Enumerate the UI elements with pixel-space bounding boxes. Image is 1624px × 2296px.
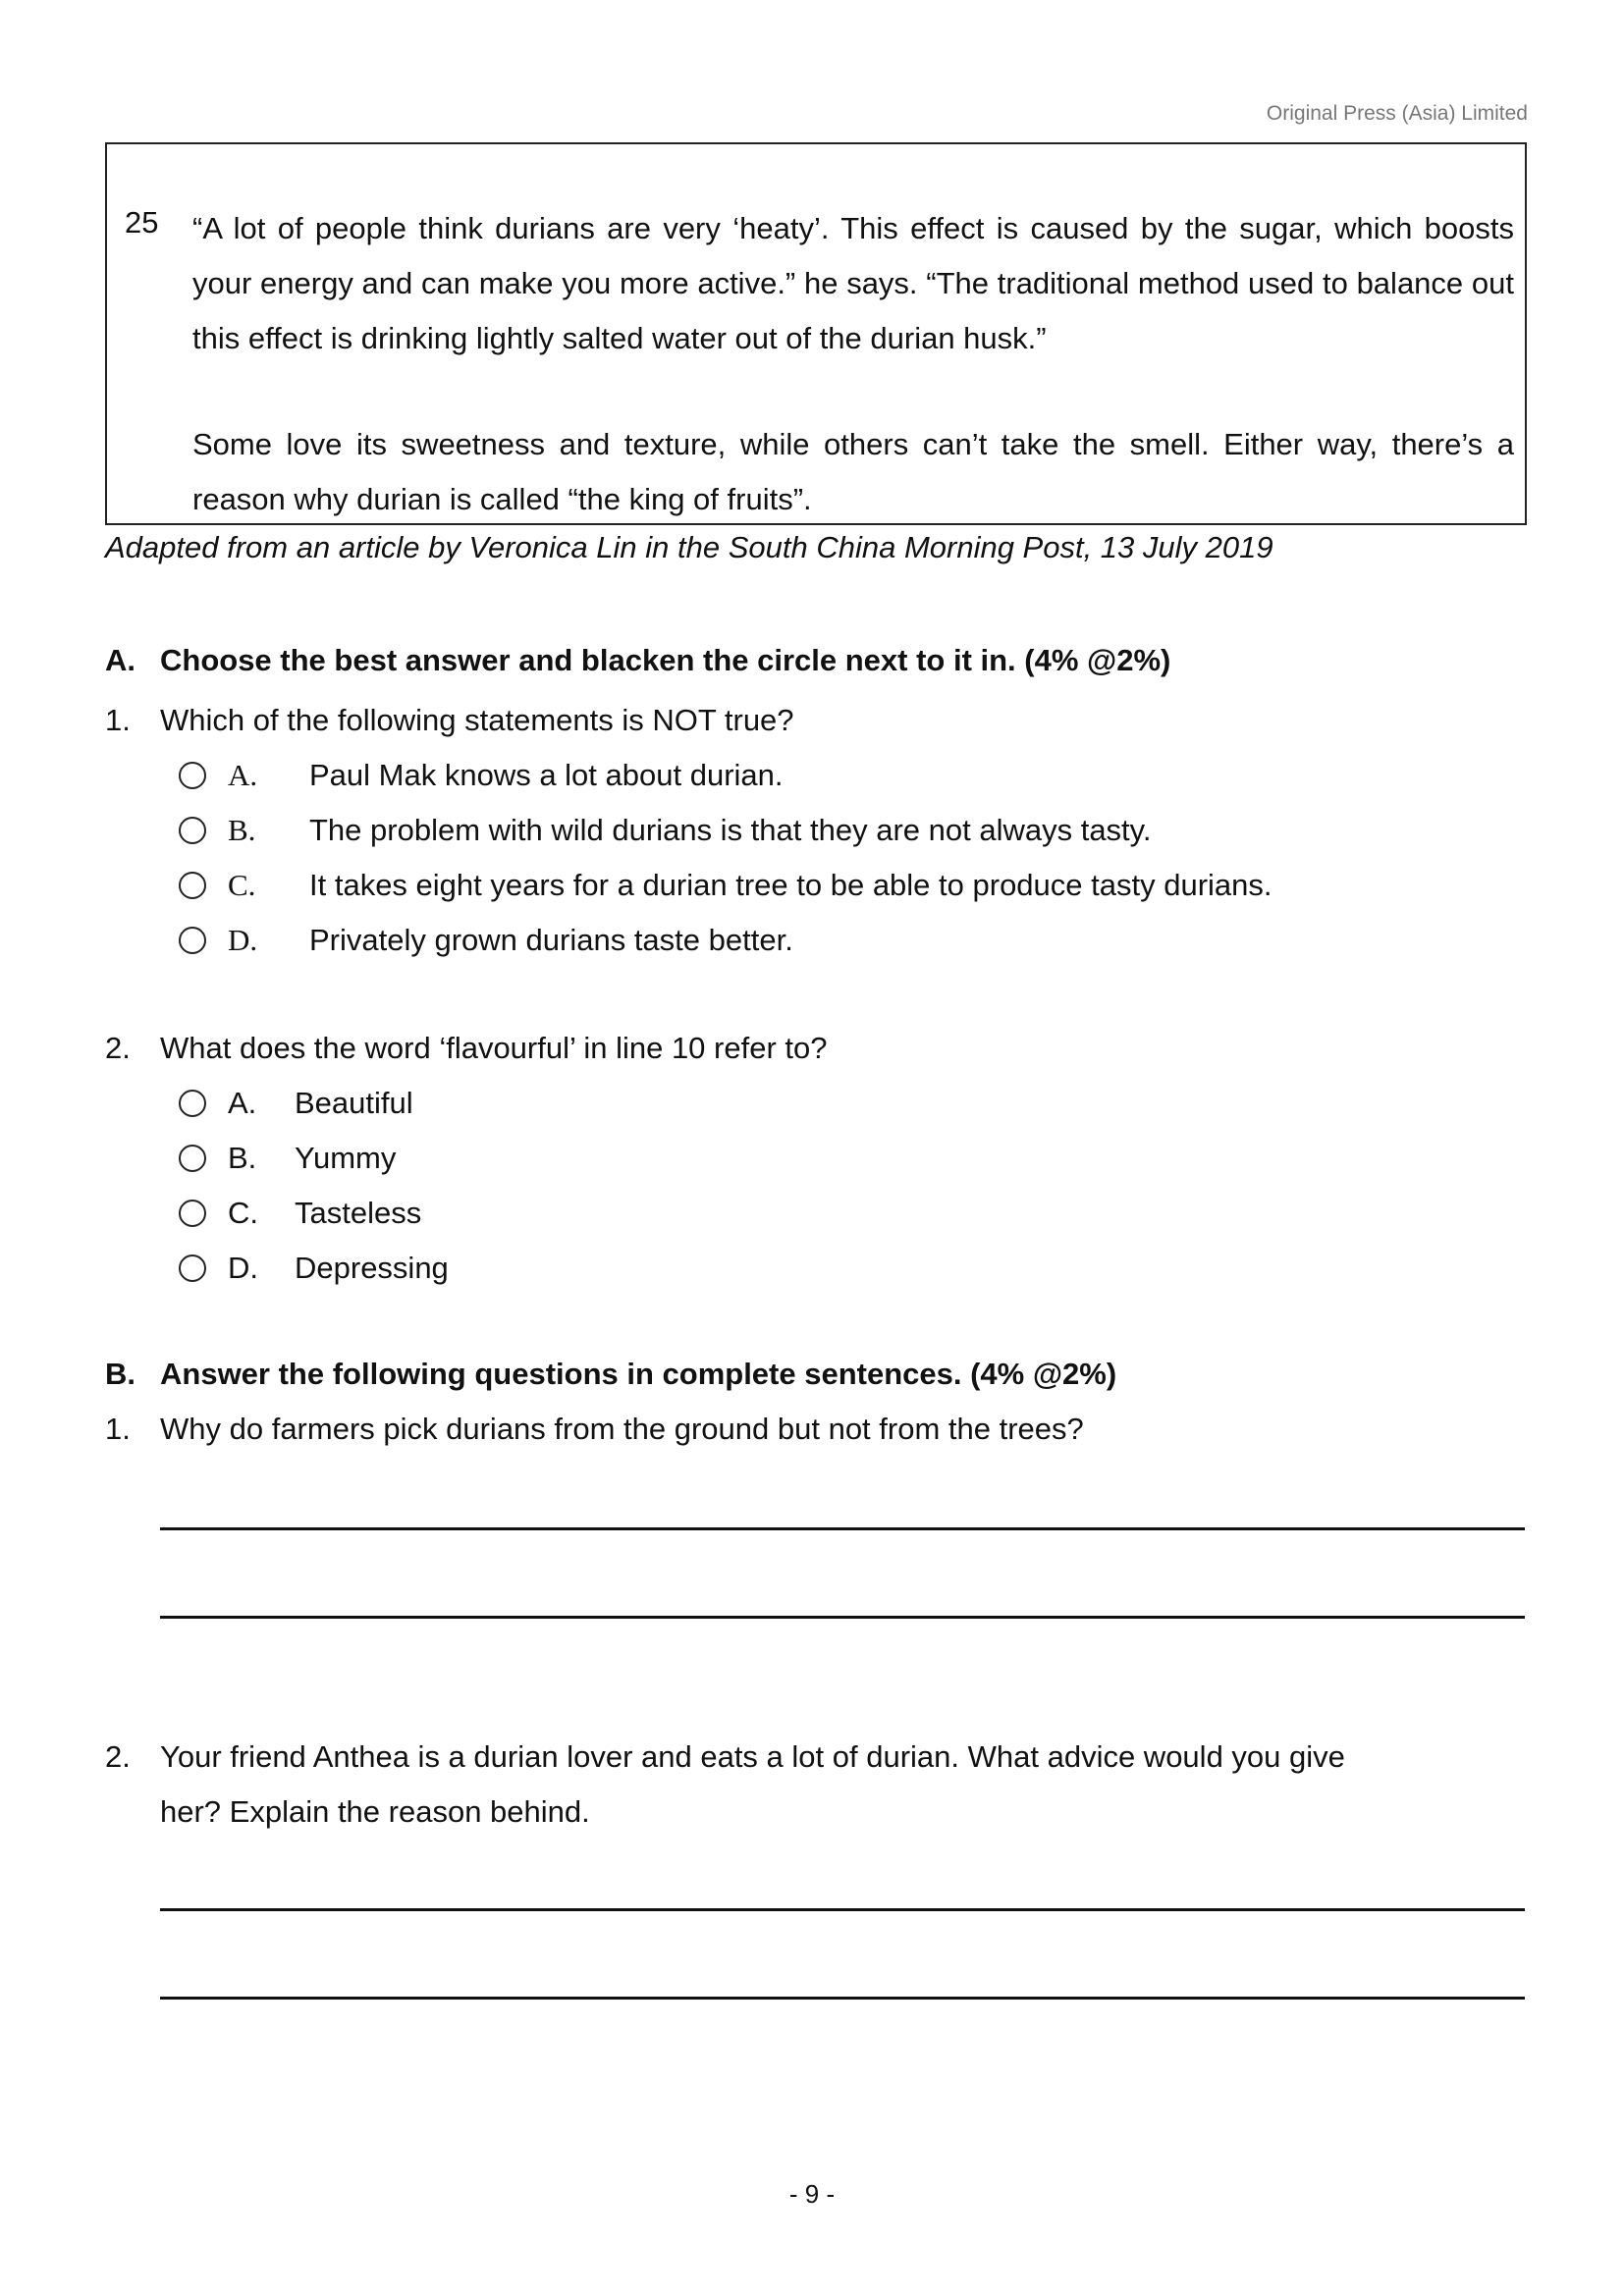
radio-circle-icon[interactable] xyxy=(179,872,206,899)
question-b1 xyxy=(105,1402,1084,1457)
section-a-title xyxy=(105,643,1170,678)
question-text: Which of the following statements is NOT true? xyxy=(160,703,794,737)
option-text: Beautiful xyxy=(295,1086,413,1120)
option-a2-c[interactable] xyxy=(179,1186,421,1241)
option-letter: A. xyxy=(228,1086,257,1120)
section-letter: A. xyxy=(105,643,135,677)
section-instructions: Answer the following questions in complete sentences. (4% @2%) xyxy=(160,1357,1117,1391)
option-text: Yummy xyxy=(295,1141,397,1175)
publisher-header: Original Press (Asia) Limited xyxy=(1266,102,1528,125)
question-number: 1. xyxy=(105,703,131,737)
answer-line[interactable] xyxy=(160,1997,1525,2000)
option-text: Tasteless xyxy=(295,1196,422,1230)
answer-line[interactable] xyxy=(160,1616,1525,1619)
radio-circle-icon[interactable] xyxy=(179,1200,206,1227)
radio-circle-icon[interactable] xyxy=(179,762,206,789)
question-text: What does the word ‘flavourful’ in line 10 refer to? xyxy=(160,1031,828,1065)
source-citation: Adapted from an article by Veronica Lin in the South China Morning Post, 13 July 2019 xyxy=(105,530,1273,564)
option-text: It takes eight years for a durian tree to be able to produce tasty durians. xyxy=(309,868,1272,902)
option-letter: C. xyxy=(228,1196,258,1230)
question-a1 xyxy=(105,693,794,748)
section-b-title xyxy=(105,1357,1116,1392)
option-letter: D. xyxy=(228,1251,258,1285)
option-a2-a[interactable] xyxy=(179,1076,413,1131)
option-a2-d[interactable] xyxy=(179,1241,449,1296)
passage-paragraph: Some love its sweetness and texture, while others can’t take the smell. Either way, there’s a reason why durian is called “the king of fruits”. xyxy=(192,427,1514,516)
question-text: Your friend Anthea is a durian lover and eats a lot of durian. What advice would you give xyxy=(160,1739,1345,1774)
question-text: Why do farmers pick durians from the ground but not from the trees? xyxy=(160,1412,1084,1446)
option-letter: B. xyxy=(228,1141,257,1175)
option-a1-c[interactable] xyxy=(179,858,1272,913)
radio-circle-icon[interactable] xyxy=(179,1090,206,1117)
radio-circle-icon[interactable] xyxy=(179,1255,206,1282)
radio-circle-icon[interactable] xyxy=(179,927,206,954)
option-a1-a[interactable] xyxy=(179,748,784,803)
question-text-continued: her? Explain the reason behind. xyxy=(160,1794,590,1829)
question-b2 xyxy=(105,1730,1345,1840)
radio-circle-icon[interactable] xyxy=(179,1145,206,1172)
line-number: 25 xyxy=(125,205,159,240)
passage-box xyxy=(105,142,1527,525)
option-letter: B. xyxy=(228,813,256,847)
question-number: 2. xyxy=(105,1031,131,1065)
passage-paragraph: “A lot of people think durians are very ‘heaty’. This effect is caused by the sugar, which boosts your energy and can make you more active.” he says. “The traditional method used to balance out this effect is drinking lightly salted water out of the durian husk.” xyxy=(192,211,1514,355)
option-a2-b[interactable] xyxy=(179,1131,396,1186)
option-text: Paul Mak knows a lot about durian. xyxy=(309,758,784,792)
answer-line[interactable] xyxy=(160,1908,1525,1911)
section-letter: B. xyxy=(105,1357,135,1391)
option-text: Privately grown durians taste better. xyxy=(309,923,793,957)
option-text: Depressing xyxy=(295,1251,449,1285)
question-number: 2. xyxy=(105,1739,131,1774)
radio-circle-icon[interactable] xyxy=(179,817,206,844)
answer-line[interactable] xyxy=(160,1527,1525,1530)
option-a1-d[interactable] xyxy=(179,913,793,968)
option-letter: D. xyxy=(228,923,258,957)
section-instructions: Choose the best answer and blacken the circle next to it in. (4% @2%) xyxy=(160,643,1171,677)
option-text: The problem with wild durians is that they are not always tasty. xyxy=(309,813,1152,847)
page-number: - 9 - xyxy=(788,2179,836,2209)
option-letter: C. xyxy=(228,868,256,902)
option-a1-b[interactable] xyxy=(179,803,1151,858)
question-number: 1. xyxy=(105,1412,131,1446)
option-letter: A. xyxy=(228,758,258,792)
question-a2 xyxy=(105,1021,828,1076)
